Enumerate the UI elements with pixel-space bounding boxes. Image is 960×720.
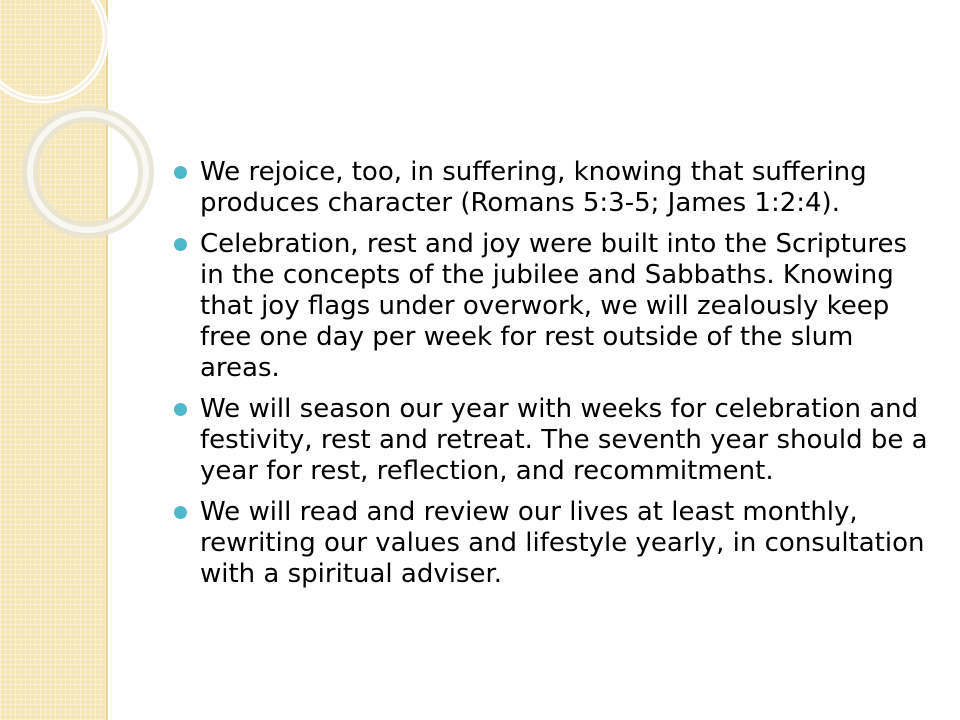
bullet-dot-icon [174, 166, 187, 179]
bullet-list [172, 157, 932, 590]
slide-body [172, 157, 932, 600]
bullet-text: We will season our year with weeks for celebration and festivity, rest and retreat. The seventh year should be a year for rest, reflection, and recommitment. [200, 394, 928, 486]
decorative-rings-graphic [0, 0, 200, 260]
bullet-item [172, 497, 932, 590]
decorative-ring-top-shadow [0, 0, 106, 100]
bullet-item [172, 157, 932, 219]
bullet-dot-icon [174, 238, 187, 251]
bullet-item [172, 229, 932, 384]
bullet-dot-icon [174, 506, 187, 519]
bullet-text: We rejoice, too, in suffering, knowing that suffering produces character (Romans 5:3-5; James 1:2:4). [200, 157, 867, 218]
decorative-ring-top [0, 0, 106, 100]
decorative-ring-bottom-highlight [30, 114, 146, 230]
bullet-text: We will read and review our lives at least monthly, rewriting our values and lifestyle yearly, in consultation with a spiritual adviser. [200, 497, 925, 589]
bullet-item [172, 394, 932, 487]
bullet-dot-icon [174, 403, 187, 416]
bullet-text: Celebration, rest and joy were built into the Scriptures in the concepts of the jubilee and Sabbaths. Knowing that joy flags under overwork, we will zealously keep free one day per week for rest outside of the slum areas. [200, 229, 907, 383]
